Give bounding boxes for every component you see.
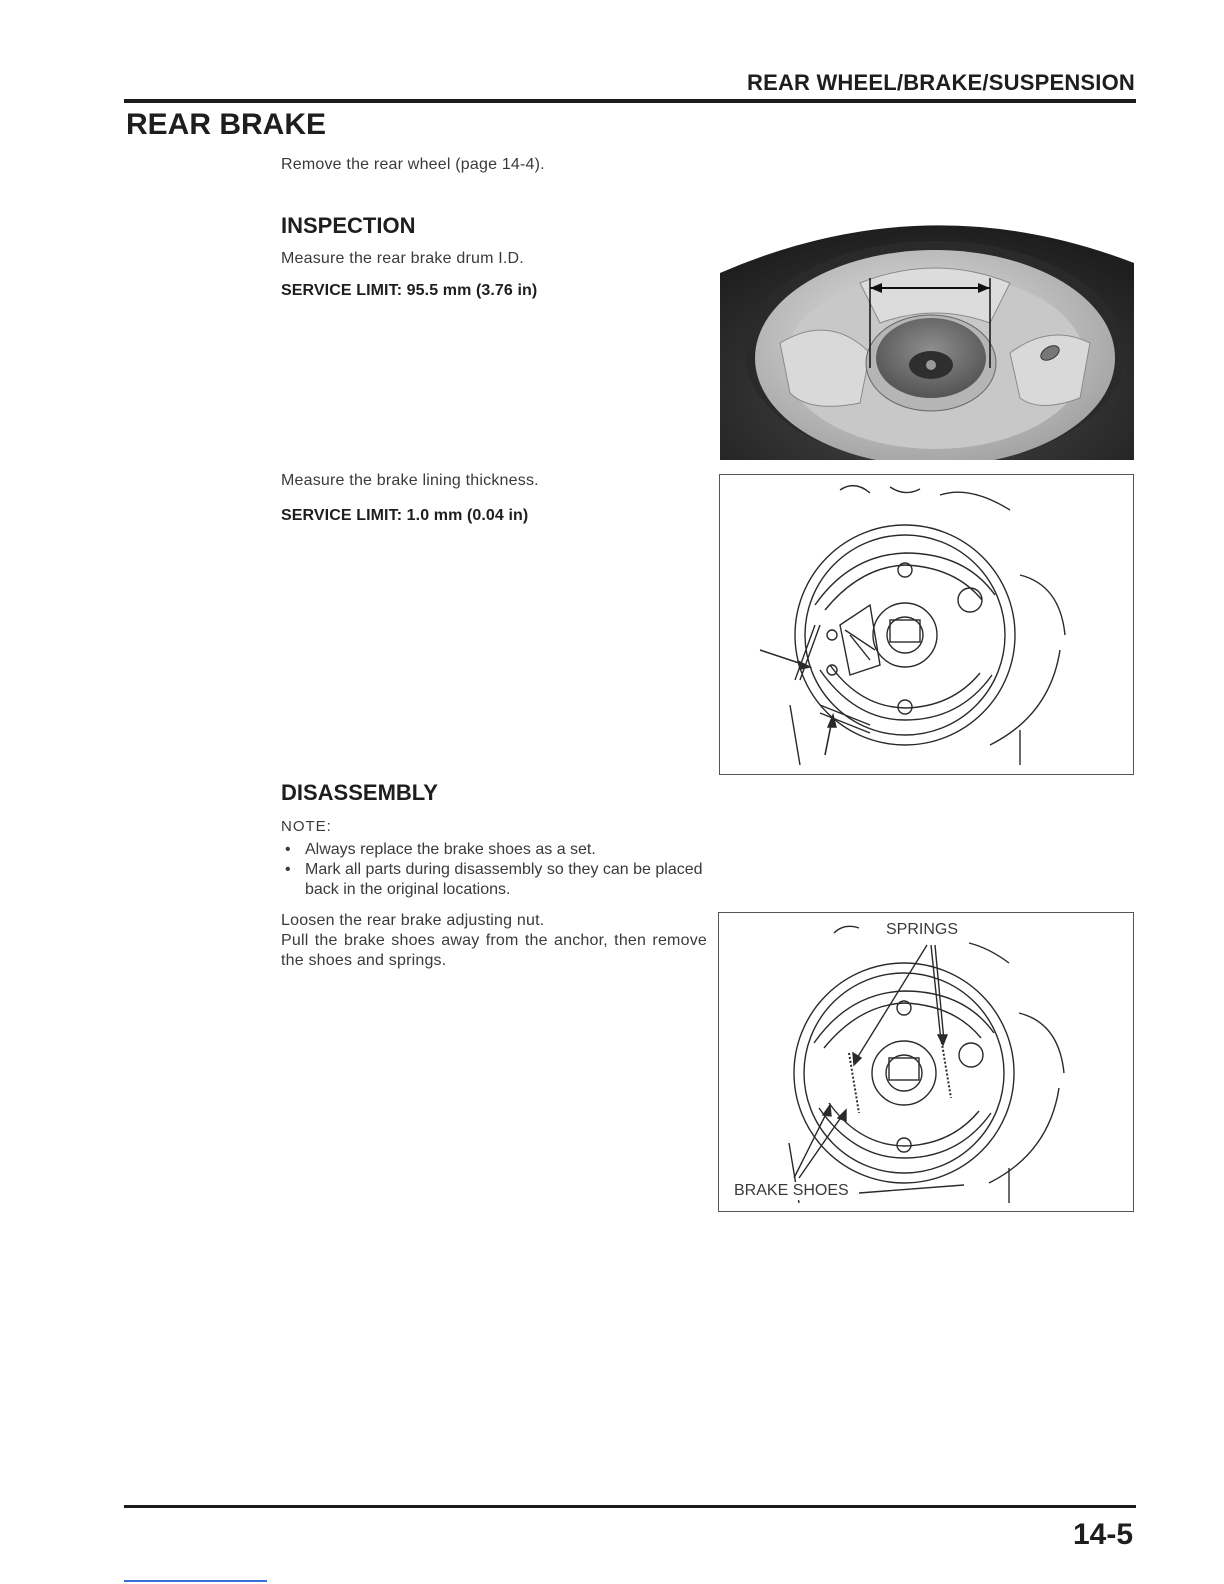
- note-list: [281, 840, 711, 900]
- drum-service-limit: SERVICE LIMIT: 95.5 mm (3.76 in): [281, 282, 538, 299]
- footer-rule: [124, 1505, 1136, 1508]
- lining-service-limit: SERVICE LIMIT: 1.0 mm (0.04 in): [281, 507, 529, 524]
- springs-shoes-diagram: [718, 912, 1134, 1212]
- step-loosen-nut: Loosen the rear brake adjusting nut.: [281, 912, 545, 929]
- step-remove-shoes: Pull the brake shoes away from the anchor, then remove the shoes and springs.: [281, 932, 707, 969]
- note-label: NOTE:: [281, 818, 332, 835]
- intro-text: Remove the rear wheel (page 14-4).: [281, 156, 545, 173]
- inspection-heading: INSPECTION: [281, 213, 416, 238]
- brake-shoes-label: BRAKE SHOES: [734, 1182, 849, 1199]
- springs-label: SPRINGS: [886, 921, 959, 938]
- disassembly-heading: DISASSEMBLY: [281, 780, 438, 805]
- brake-drum-photo: [720, 193, 1134, 460]
- header-rule: [124, 99, 1136, 103]
- section-title: REAR BRAKE: [126, 108, 327, 141]
- corner-mark: [124, 1580, 267, 1582]
- lining-measure-text: Measure the brake lining thickness.: [281, 472, 539, 489]
- running-header: REAR WHEEL/BRAKE/SUSPENSION: [747, 70, 1135, 95]
- note-item: • Mark all parts during disassembly so they can be placed back in the original locations.: [281, 860, 711, 900]
- note-item: • Always replace the brake shoes as a set.: [281, 840, 711, 860]
- lining-thickness-diagram: [719, 474, 1134, 775]
- drum-measure-text: Measure the rear brake drum I.D.: [281, 250, 524, 267]
- page-number: 14-5: [1072, 1518, 1133, 1551]
